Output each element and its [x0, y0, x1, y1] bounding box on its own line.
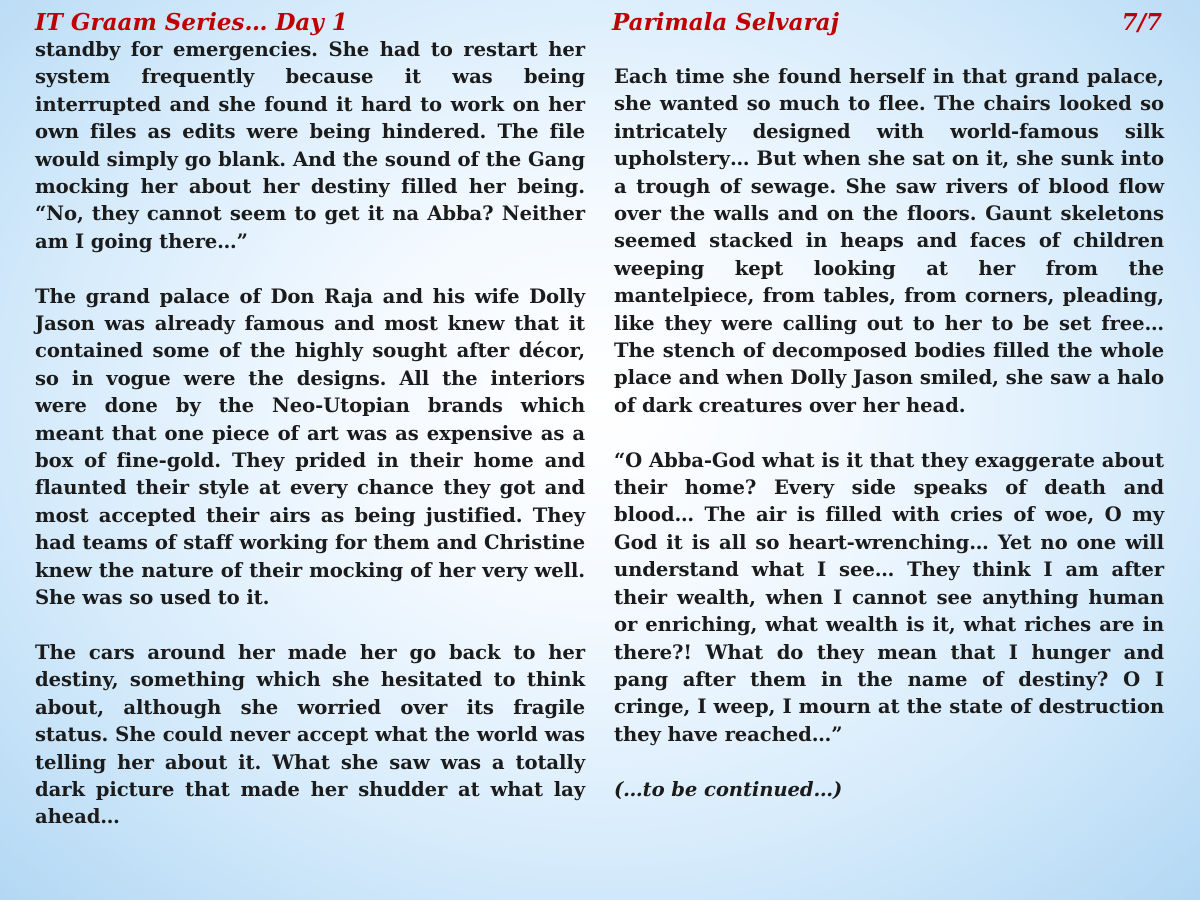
author-name: Parimala Selvaraj — [612, 9, 839, 36]
paragraph: “O Abba-God what is it that they exaggerate about their home? Every side speaks of death and blood… The air is filled with cries of woe, O my God it is all so heart-wrenching… Yet no one will understand what I see… They think I am after their wealth, when I cannot see anything human or enriching, what wealth is it, what riches are in there?! What do they mean that I hunger and pang after them in the name of destiny? O I cringe, I weep, I mourn at the state of destruction they have reached…” — [614, 448, 1164, 746]
left-column — [35, 36, 585, 831]
continued-note: (…to be continued…) — [614, 777, 843, 801]
paragraph: standby for emergencies. She had to restart her system frequently because it was being interrupted and she found it hard to work on her own files as edits were being hindered. The file would simply go blank. And the sound of the Gang mocking her about her destiny filled her being. “No, they cannot seem to get it na Abba? Neither am I going there…” — [35, 38, 585, 253]
series-title: IT Graam Series… Day 1 — [35, 9, 348, 36]
paragraph: Each time she found herself in that grand palace, she wanted so much to flee. The chairs looked so intricately designed with world-famous silk upholstery… But when she sat on it, she sunk into a trough of sewage. She saw rivers of blood flow over the walls and on the floors. Gaunt skeletons seemed stacked in heaps and faces of children weeping kept looking at her from the mantelpiece, from tables, from corners, pleading, like they were calling out to her to be set free… The stench of decomposed bodies filled the whole place and when Dolly Jason smiled, she saw a halo of dark creatures over her head. — [614, 65, 1164, 417]
right-column — [614, 63, 1164, 803]
paragraph: The cars around her made her go back to her destiny, something which she hesitated to think about, although she worried over its fragile status. She could never accept what the world was telling her about it. What she saw was a totally dark picture that made her shudder at what lay ahead… — [35, 640, 585, 829]
page-number: 7/7 — [1121, 9, 1162, 36]
paragraph: The grand palace of Don Raja and his wife Dolly Jason was already famous and most knew that it contained some of the highly sought after décor, so in vogue were the designs. All the interiors were done by the Neo-Utopian brands which meant that one piece of art was as expensive as a box of fine-gold. They prided in their home and flaunted their style at every chance they got and most accepted their airs as being justified. They had teams of staff working for them and Christine knew the nature of their mocking of her very well. She was so used to it. — [35, 284, 585, 610]
